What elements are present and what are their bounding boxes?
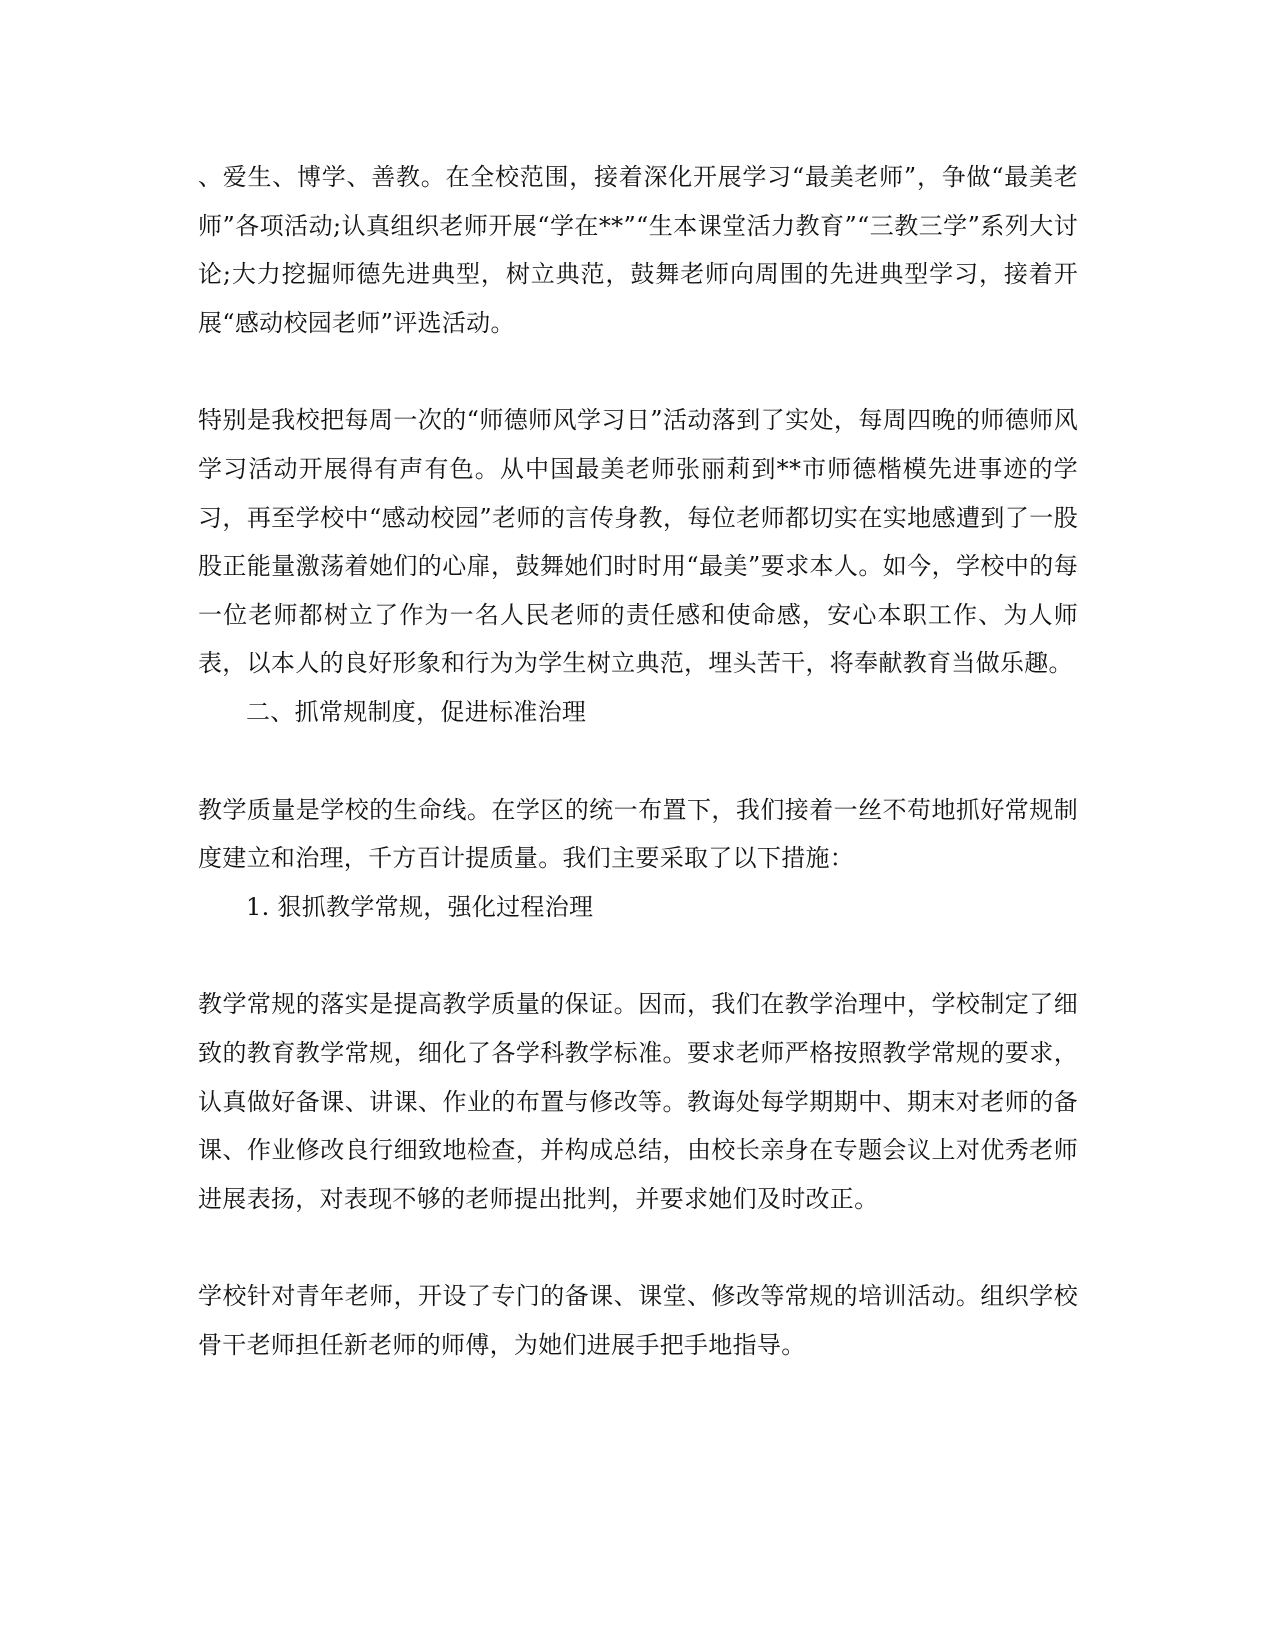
subheading-teaching-routine: 1. 狠抓教学常规，强化过程治理 (246, 892, 594, 921)
section-heading-routine-system: 二、抓常规制度，促进标准治理 (246, 697, 587, 726)
paragraph-weekly-study-day: 特别是我校把每周一次的“师德师风学习日”活动落到了实处，每周四晚的师德师风学习活动开展得有声有色。从中国最美老师张丽莉到**市师德楷模先进事迹的学习，再至学校中“感动校园”老师的言传身教，每位老师都切实在实地感遭到了一股股正能量激荡着她们的心扉，鼓舞她们时时用“最美”要求本人。如今，学校中的每一位老师都树立了作为一名人民老师的责任感和使命感，安心本职工作、为人师表，以本人的良好形象和行为为学生树立典范，埋头苦干，将奉献教育当做乐趣。 (198, 406, 1078, 678)
paragraph-young-teacher-training: 学校针对青年老师，开设了专门的备课、课堂、修改等常规的培训活动。组织学校骨干老师担任新老师的师傅，为她们进展手把手地指导。 (198, 1282, 1078, 1359)
paragraph-routine-implementation: 教学常规的落实是提高教学质量的保证。因而，我们在教学治理中，学校制定了细致的教育教学常规，细化了各学科教学标准。要求老师严格按照教学常规的要求，认真做好备课、讲课、作业的布置与修改等。教诲处每学期期中、期末对老师的备课、作业修改良行细致地检查，并构成总结，由校长亲身在专题会议上对优秀老师进展表扬，对表现不够的老师提出批判，并要求她们及时改正。 (198, 990, 1078, 1213)
paragraph-teaching-quality: 教学质量是学校的生命线。在学区的统一布置下，我们接着一丝不苟地抓好常规制度建立和治理，千方百计提质量。我们主要采取了以下措施： (198, 795, 1078, 873)
paragraph-teacher-ethics-activities: 、爱生、博学、善教。在全校范围，接着深化开展学习“最美老师”，争做“最美老师”各项活动;认真组织老师开展“学在**”“生本课堂活力教育”“三教三学”系列大讨论;大力挖掘师德先进典型，树立典范，鼓舞老师向周围的先进典型学习，接着开展“感动校园老师”评选活动。 (198, 163, 1078, 337)
document-body (198, 153, 1078, 1369)
